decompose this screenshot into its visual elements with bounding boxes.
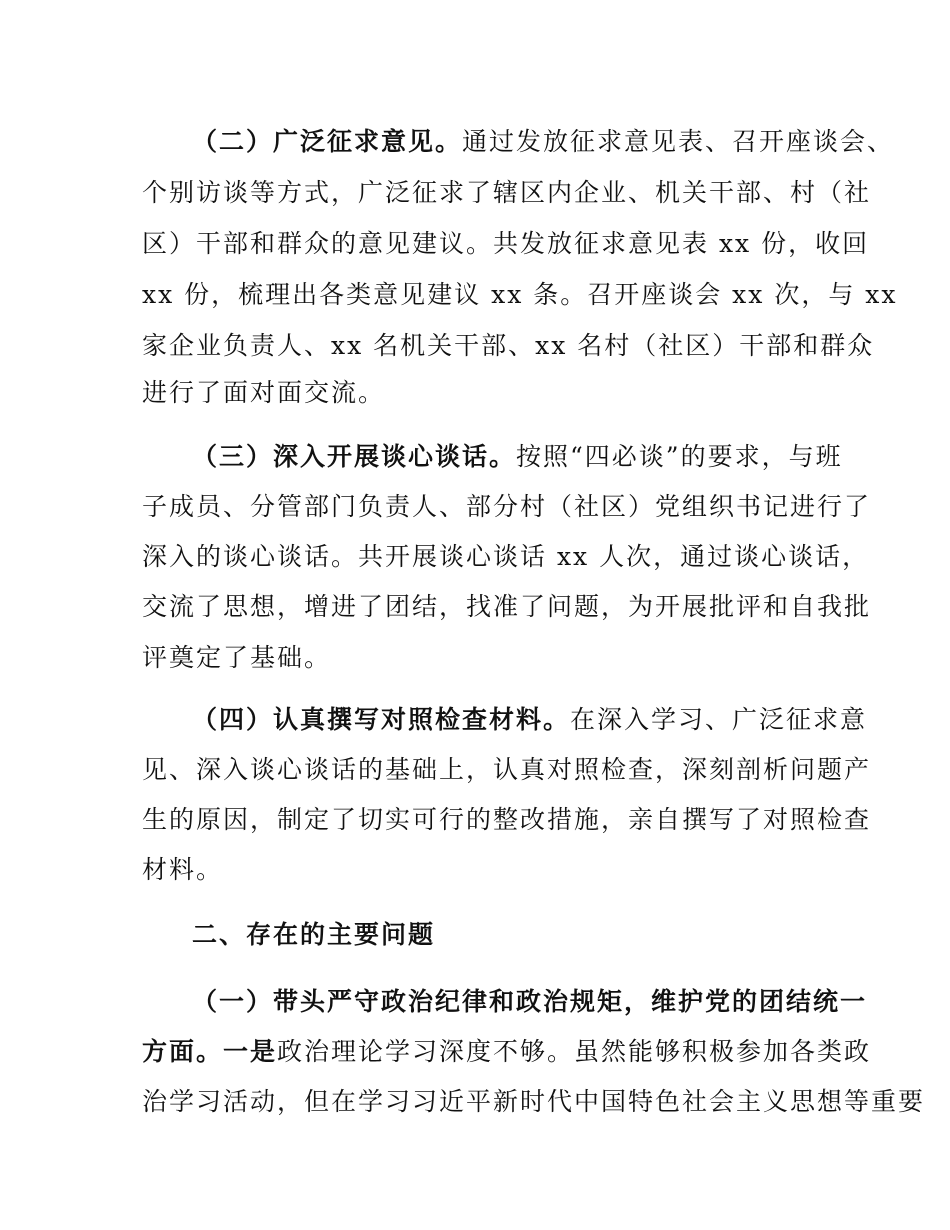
item-3-line-1 [192, 440, 843, 474]
item-4-line-4: 材料。 [142, 855, 224, 884]
item-3-heading: （三）深入开展谈心谈话。 [192, 442, 517, 471]
item-4-line-3: 生的原因，制定了切实可行的整改措施，亲自撰写了对照检查 [142, 805, 872, 834]
item-2-line-1 [192, 125, 894, 159]
item-3-line-5: 评奠定了基础。 [142, 643, 332, 672]
problem-1-lead: 一是 [223, 1037, 278, 1066]
item-3-line-3: 深入的谈心谈话。共开展谈心谈话 xx 人次，通过谈心谈话， [142, 542, 870, 571]
item-4-line-2: 见、深入谈心谈话的基础上，认真对照检查，深刻剖析问题产 [142, 755, 872, 784]
item-4-text: 在深入学习、广泛征求意 [570, 705, 868, 734]
problem-1-line-2 [142, 1035, 871, 1069]
item-2-line-5: 家企业负责人、xx 名机关干部、xx 名村（社区）干部和群众 [142, 331, 875, 360]
item-3-line-2: 子成员、分管部门负责人、部分村（社区）党组织书记进行了 [142, 492, 872, 521]
item-2-text: 通过发放征求意见表、召开座谈会、 [462, 127, 895, 156]
item-2-line-3: 区）干部和群众的意见建议。共发放征求意见表 xx 份，收回 [142, 229, 870, 258]
item-2-line-2: 个别访谈等方式，广泛征求了辖区内企业、机关干部、村（社 [142, 178, 872, 207]
section-2-title: 二、存在的主要问题 [192, 920, 436, 949]
item-3-line-4: 交流了思想，增进了团结，找准了问题，为开展批评和自我批 [142, 592, 872, 621]
item-4-heading: （四）认真撰写对照检查材料。 [192, 705, 571, 734]
problem-1-text: 政治理论学习深度不够。虽然能够积极参加各类政 [277, 1037, 872, 1066]
item-2-line-4: xx 份，梳理出各类意见建议 xx 条。召开座谈会 xx 次，与 xx [142, 280, 898, 309]
problem-1-heading-end: 方面。 [142, 1037, 224, 1066]
item-3-text: 按照“四必谈”的要求，与班 [516, 442, 843, 471]
problem-1-line-3: 治学习活动，但在学习习近平新时代中国特色社会主义思想等重要 [142, 1087, 926, 1116]
item-4-line-1 [192, 703, 867, 737]
item-2-heading: （二）广泛征求意见。 [192, 127, 463, 156]
problem-1-heading-line-1: （一）带头严守政治纪律和政治规矩，维护党的团结统一 [192, 987, 868, 1016]
item-2-line-6: 进行了面对面交流。 [142, 378, 386, 407]
